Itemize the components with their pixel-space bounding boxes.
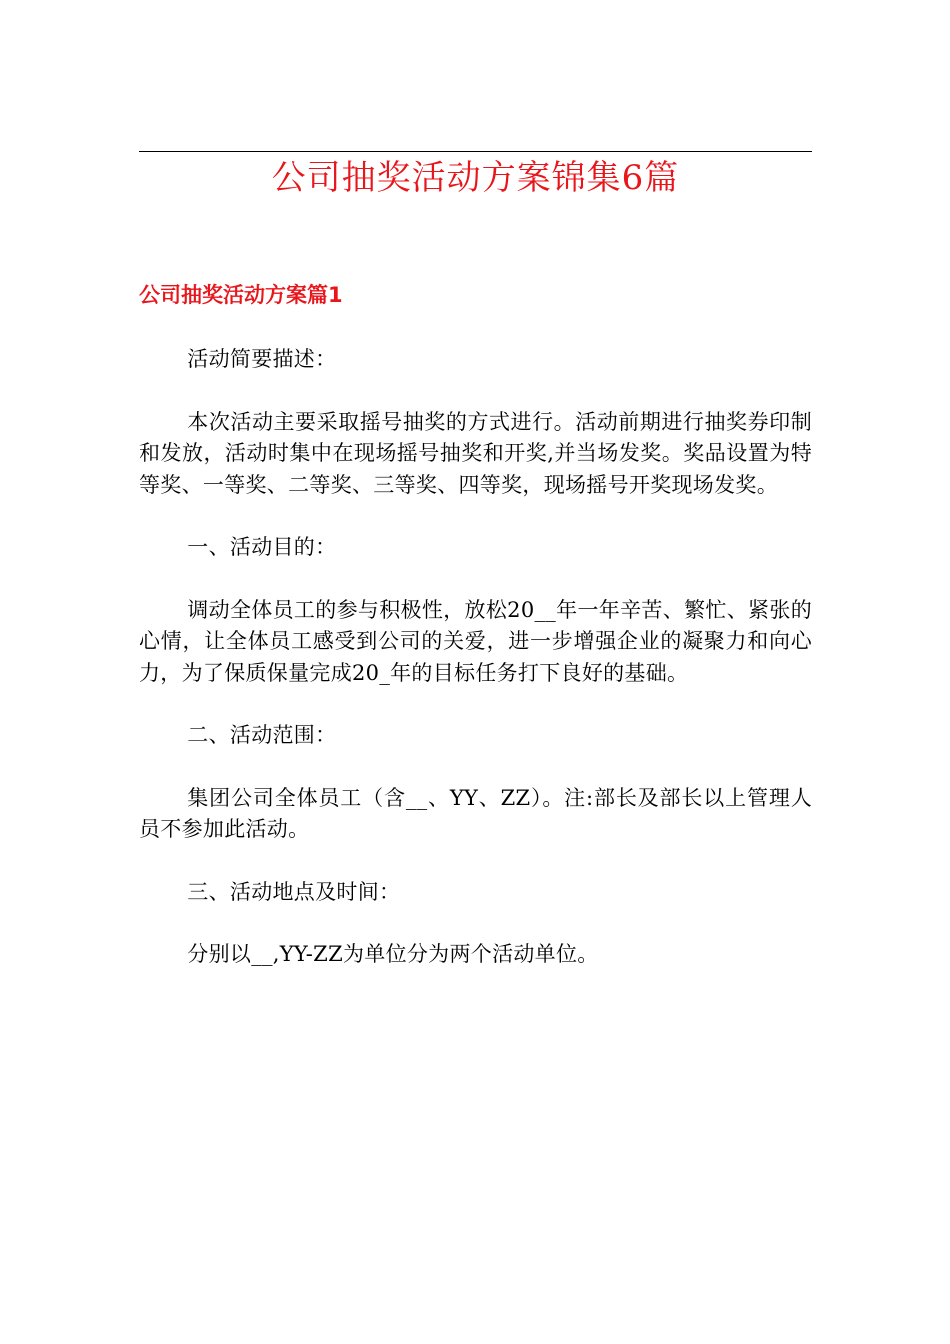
paragraph-location-heading: 三、活动地点及时间： xyxy=(187,879,401,904)
section-heading: 公司抽奖活动方案篇1 xyxy=(139,283,343,307)
document-body xyxy=(139,344,812,1002)
paragraph-scope: 集团公司全体员工（含__、YY、ZZ）。注:部长及部长以上管理人员不参加此活动。 xyxy=(139,785,812,841)
paragraph-scope-heading: 二、活动范围： xyxy=(187,723,337,747)
paragraph-purpose-heading: 一、活动目的： xyxy=(187,535,337,559)
paragraph-summary: 本次活动主要采取摇号抽奖的方式进行。活动前期进行抽奖券印制和发放，活动时集中在现场摇号抽奖和开奖,并当场发奖。奖品设置为特等奖、一等奖、二等奖、三等奖、四等奖，现场摇号开奖现场发奖。 xyxy=(139,409,812,497)
paragraph-purpose: 调动全体员工的参与积极性，放松20__年一年辛苦、繁忙、紧张的心情，让全体员工感受到公司的关爱，进一步增强企业的凝聚力和向心力，为了保质保量完成20_年的目标任务打下良好的基础。 xyxy=(139,597,812,685)
document-title: 公司抽奖活动方案锦集6篇 xyxy=(271,158,680,198)
paragraph-location: 分别以__,YY-ZZ为单位分为两个活动单位。 xyxy=(187,942,599,966)
paragraph-summary-heading: 活动简要描述： xyxy=(187,347,337,371)
